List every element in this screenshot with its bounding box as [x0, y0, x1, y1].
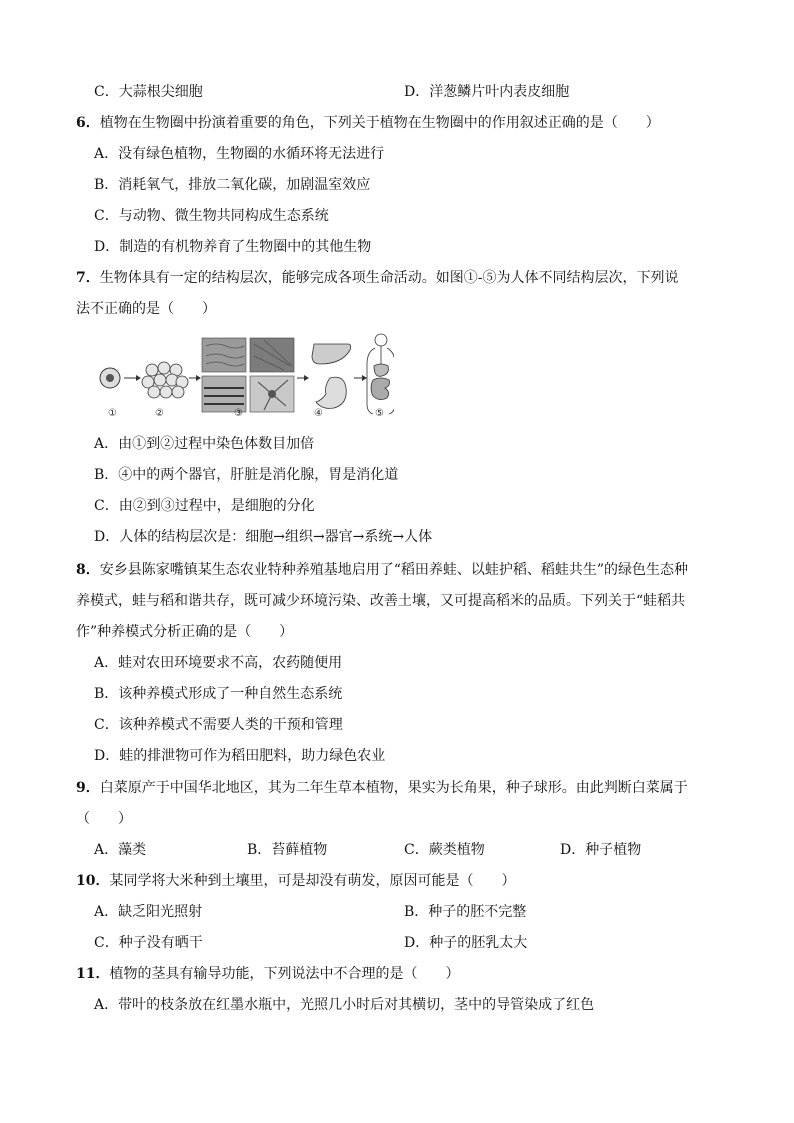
- q5-option-d: D．洋葱鳞片叶内表皮细胞: [404, 84, 570, 100]
- figure-label-4: ④: [314, 408, 323, 419]
- question-text: 生物体具有一定的结构层次，能够完成各项生命活动。如图①-⑤为人体不同结构层次，下列说: [99, 270, 679, 286]
- q7-option-c: C．由②到③过程中，是细胞的分化: [94, 498, 315, 514]
- q6-option-a: A．没有绿色植物，生物圈的水循环将无法进行: [94, 146, 385, 162]
- q10-option-b: B．种子的胚不完整: [404, 904, 527, 920]
- question-number: 8．: [76, 562, 100, 578]
- question-10-stem: [76, 871, 515, 891]
- q8-option-d: D．蛙的排泄物可作为稻田肥料，助力绿色农业: [94, 748, 386, 764]
- question-number: 10．: [76, 873, 110, 889]
- q7-option-a: A．由①到②过程中染色体数目加倍: [94, 436, 315, 452]
- arrow-icon: [196, 375, 201, 381]
- figure-label-2: ②: [155, 408, 164, 419]
- q6-option-b: B．消耗氧气，排放二氧化碳，加剧温室效应: [94, 177, 371, 193]
- q9-option-d: D．种子植物: [560, 842, 642, 858]
- q10-option-c: C．种子没有晒干: [94, 935, 203, 951]
- question-number: 9．: [76, 780, 100, 796]
- question-text: 某同学将大米种到土壤里，可是却没有萌发，原因可能是（ ）: [109, 873, 516, 889]
- figure-label-1: ①: [108, 408, 117, 419]
- arrow-icon: [136, 375, 141, 381]
- question-number: 6．: [76, 115, 100, 131]
- figure-label-3: ③: [234, 408, 243, 419]
- q8-option-c: C．该种养模式不需要人类的干预和管理: [94, 717, 343, 733]
- q8-option-b: B．该种养模式形成了一种自然生态系统: [94, 686, 343, 702]
- question-9-stem-line2: （ ）: [76, 811, 132, 827]
- question-8-stem-line3: 作”种养模式分析正确的是（ ）: [76, 624, 294, 640]
- arrow-icon: [362, 375, 367, 381]
- question-text: 植物在生物圈中扮演着重要的角色，下列关于植物在生物圈中的作用叙述正确的是（ ）: [99, 115, 660, 131]
- cell-image: [100, 368, 120, 388]
- question-6-stem: [76, 113, 660, 133]
- q11-option-a: A．带叶的枝条放在红墨水瓶中，光照几小时后对其横切，茎中的导管染成了红色: [94, 997, 595, 1013]
- digestive-system-image: [367, 334, 394, 414]
- structure-levels-figure: [94, 332, 394, 426]
- q6-option-d: D．制造的有机物养育了生物圈中的其他生物: [94, 239, 372, 255]
- q9-option-c: C．蕨类植物: [404, 842, 485, 858]
- q10-option-a: A．缺乏阳光照射: [94, 904, 203, 920]
- q7-option-b: B．④中的两个器官，肝脏是消化腺，胃是消化道: [94, 467, 399, 483]
- arrow-icon: [304, 375, 309, 381]
- question-number: 11．: [76, 966, 110, 982]
- q7-option-d: D．人体的结构层次是：细胞→组织→器官→系统→人体: [94, 529, 433, 545]
- question-9-stem-line1: [76, 778, 688, 798]
- question-text: 安乡县陈家嘴镇某生态农业特种养殖基地启用了“稻田养蛙、以蛙护稻、稻蛙共生”的绿色生态种: [99, 562, 689, 578]
- question-8-stem-line2: 养模式，蛙与稻和谐共存，既可减少环境污染、改善土壤，又可提高稻米的品质。下列关于“蛙稻共: [76, 593, 686, 609]
- cell-cluster-image: [142, 362, 188, 398]
- question-number: 7．: [76, 270, 100, 286]
- question-7-stem-line2: 法不正确的是（ ）: [76, 301, 216, 317]
- q8-option-a: A．蛙对农田环境要求不高，农药随便用: [94, 655, 343, 671]
- question-8-stem-line1: [76, 560, 688, 580]
- q10-option-d: D．种子的胚乳太大: [404, 935, 528, 951]
- question-text: 植物的茎具有输导功能，下列说法中不合理的是（ ）: [109, 966, 460, 982]
- q9-option-b: B．苔藓植物: [247, 842, 328, 858]
- figure-label-5: ⑤: [375, 408, 384, 419]
- q5-option-c: C．大蒜根尖细胞: [94, 84, 203, 100]
- question-11-stem: [76, 964, 459, 984]
- question-7-stem-line1: [76, 268, 678, 288]
- q6-option-c: C．与动物、微生物共同构成生态系统: [94, 208, 329, 224]
- organ-images: [312, 344, 351, 408]
- question-text: 白菜原产于中国华北地区，其为二年生草本植物，果实为长角果，种子球形。由此判断白菜属于: [99, 780, 688, 796]
- q9-option-a: A．藻类: [94, 842, 147, 858]
- tissue-images: [202, 338, 294, 412]
